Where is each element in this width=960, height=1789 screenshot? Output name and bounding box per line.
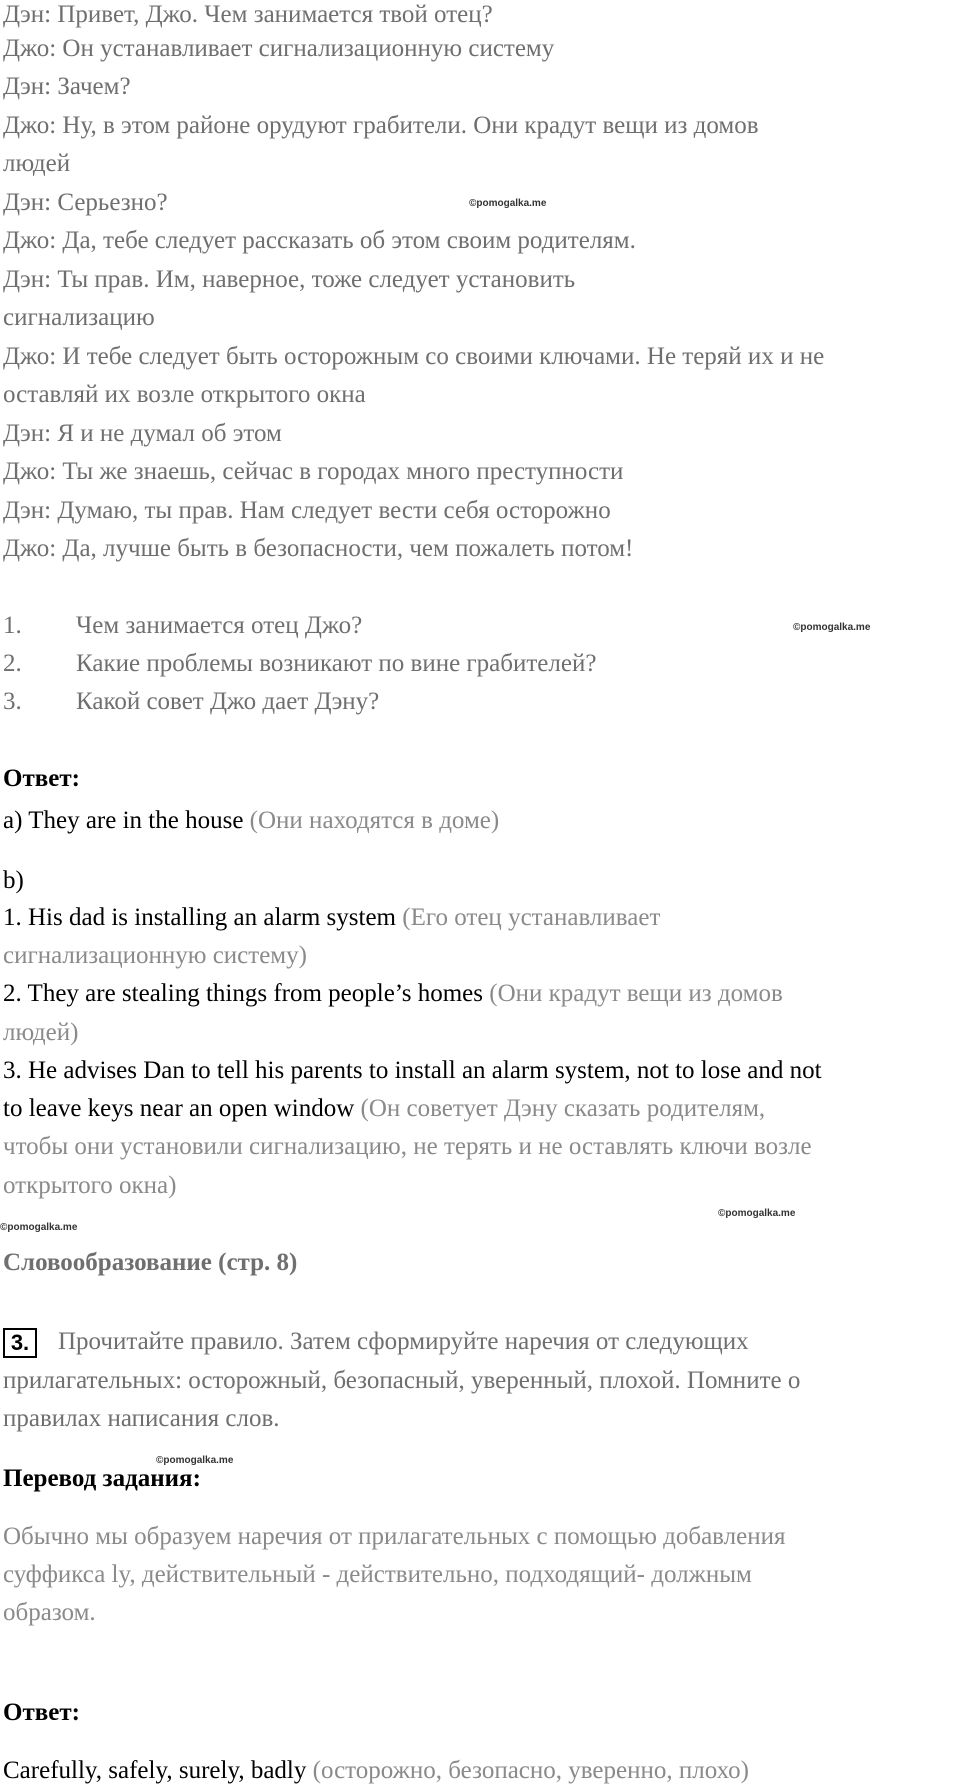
watermark: ©pomogalka.me <box>0 1222 78 1233</box>
answer2-line <box>3 1756 749 1786</box>
dialogue-line: Джо: Да, лучше быть в безопасности, чем пожалеть потом! <box>3 535 634 562</box>
answer-ru: (Его отец устанавливает <box>402 904 661 931</box>
dialogue-line: Дэн: Ты прав. Им, наверное, тоже следует установить <box>3 266 576 293</box>
answer-line <box>3 1094 765 1124</box>
question-text: Чем занимается отец Джо? <box>76 612 363 639</box>
dialogue-line: Джо: Он устанавливает сигнализационную систему <box>3 35 555 62</box>
dialogue-line: Дэн: Я и не думал об этом <box>3 420 282 447</box>
answer-ru-line: людей) <box>3 1019 79 1046</box>
watermark: ©pomogalka.me <box>793 622 871 633</box>
translation-heading: Перевод задания: <box>3 1465 201 1492</box>
dialogue-line: Дэн: Серьезно? <box>3 189 168 216</box>
task-number-box: 3. <box>3 1328 37 1358</box>
dialogue-line: сигнализацию <box>3 304 155 331</box>
answer-en: 1. His dad is installing an alarm system <box>3 904 397 931</box>
answer-en: to leave keys near an open window <box>3 1095 355 1122</box>
answer2-heading: Ответ: <box>3 1699 80 1726</box>
answer2-en: Carefully, safely, surely, badly <box>3 1757 307 1784</box>
answer-line <box>3 979 783 1009</box>
answer-ru: (Он советует Дэну сказать родителям, <box>360 1095 766 1122</box>
dialogue-line: Дэн: Зачем? <box>3 73 131 100</box>
question-number: 1. <box>3 612 22 639</box>
watermark: ©pomogalka.me <box>156 1455 234 1466</box>
translation-line: Обычно мы образуем наречия от прилагательных с помощью добавления <box>3 1523 786 1550</box>
dialogue-line: Дэн: Думаю, ты прав. Нам следует вести себя осторожно <box>3 497 611 524</box>
answer-en: 2. They are stealing things from people’s homes <box>3 980 483 1007</box>
question-number: 2. <box>3 650 22 677</box>
translation-line: образом. <box>3 1599 96 1626</box>
watermark: ©pomogalka.me <box>469 198 547 209</box>
answer-en-line: 3. He advises Dan to tell his parents to install an alarm system, not to lose and not <box>3 1057 822 1084</box>
dialogue-line: Джо: И тебе следует быть осторожным со своими ключами. Не теряй их и не <box>3 343 825 370</box>
answer-ru-line: открытого окна) <box>3 1172 177 1199</box>
answer-en: a) They are in the house <box>3 807 244 834</box>
dialogue-line: оставляй их возле открытого окна <box>3 381 366 408</box>
dialogue-line: Джо: Да, тебе следует рассказать об этом своим родителям. <box>3 227 636 254</box>
task-text-line: Прочитайте правило. Затем сформируйте наречия от следующих <box>58 1328 749 1355</box>
dialogue-line: людей <box>3 150 71 177</box>
dialogue-line: Джо: Ну, в этом районе орудуют грабители. Они крадут вещи из домов <box>3 112 759 139</box>
answer-ru-line: сигнализационную систему) <box>3 942 307 969</box>
answer-line <box>3 903 660 933</box>
answer-b-label: b) <box>3 867 24 894</box>
translation-line: суффикса ly, действительный - действительно, подходящий- должным <box>3 1561 752 1588</box>
question-text: Какой совет Джо дает Дэну? <box>76 688 380 715</box>
answer-ru: (Они крадут вещи из домов <box>489 980 783 1007</box>
watermark: ©pomogalka.me <box>718 1208 796 1219</box>
dialogue-line: Дэн: Привет, Джо. Чем занимается твой отец? <box>3 1 493 28</box>
answer-heading: Ответ: <box>3 765 80 792</box>
task-text-line: прилагательных: осторожный, безопасный, уверенный, плохой. Помните о <box>3 1367 801 1394</box>
answer-ru-line: чтобы они установили сигнализацию, не терять и не оставлять ключи возле <box>3 1133 812 1160</box>
answer2-ru: (осторожно, безопасно, уверенно, плохо) <box>312 1757 749 1784</box>
dialogue-line: Джо: Ты же знаешь, сейчас в городах много преступности <box>3 458 624 485</box>
question-number: 3. <box>3 688 22 715</box>
answer-line <box>3 806 499 836</box>
answer-ru: (Они находятся в доме) <box>249 807 500 834</box>
question-text: Какие проблемы возникают по вине грабителей? <box>76 650 597 677</box>
section-title: Словообразование (стр. 8) <box>3 1249 298 1276</box>
task-text-line: правилах написания слов. <box>3 1405 280 1432</box>
